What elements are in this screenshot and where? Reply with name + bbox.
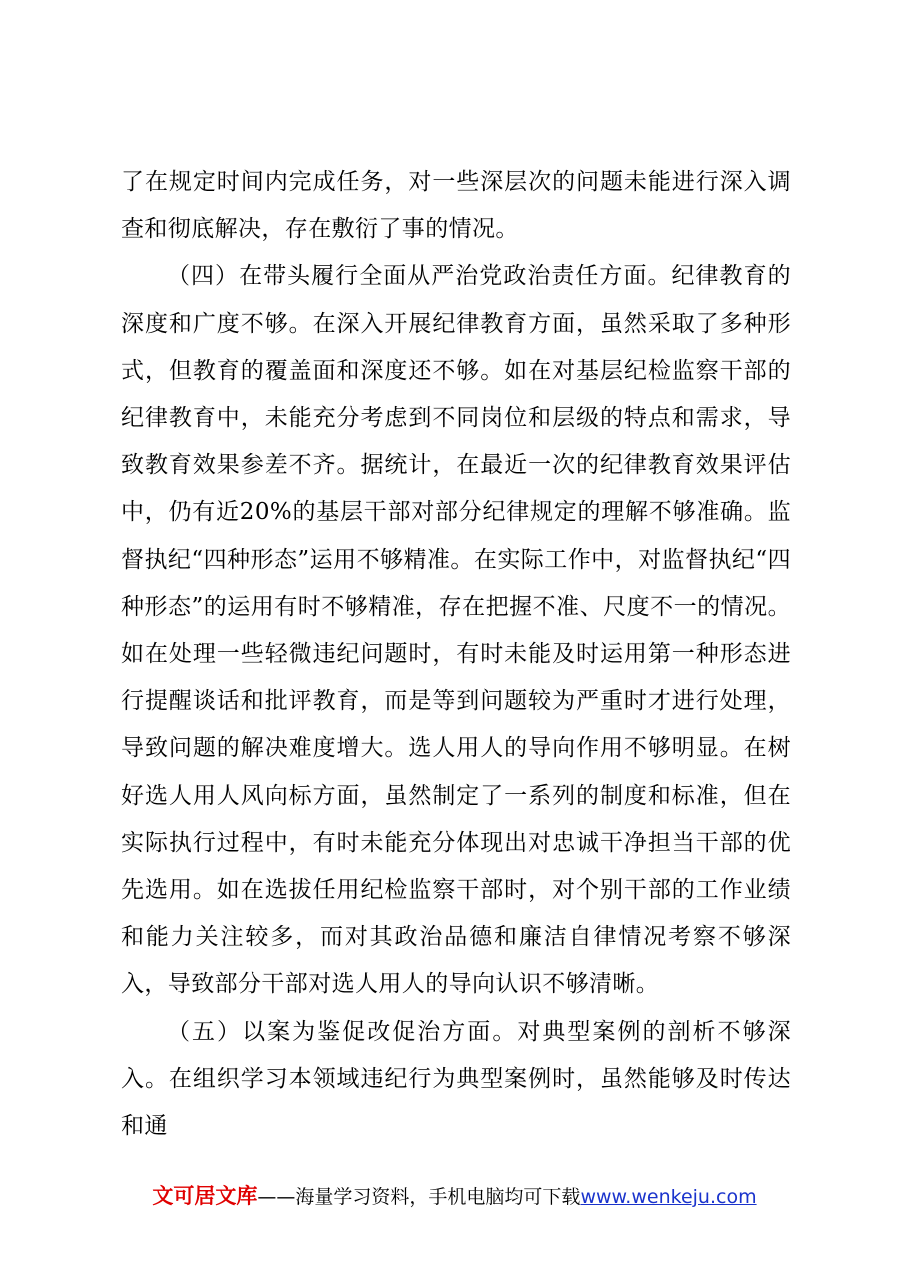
paragraph-section-five: （五）以案为鉴促改促治方面。对典型案例的剖析不够深入。在组织学习本领域违纪行为典型案例时，虽然能够及时传达和通 <box>121 1018 791 1140</box>
paragraph-section-four: （四）在带头履行全面从严治党政治责任方面。纪律教育的深度和广度不够。在深入开展纪律教育方面，虽然采取了多种形式，但教育的覆盖面和深度还不够。如在对基层纪检监察干部的纪律教育中，未能充分考虑到不同岗位和层级的特点和需求，导致教育效果参差不齐。据统计，在最近一次的纪律教育效果评估中，仍有近20%的基层干部对部分纪律规定的理解不够准确。监督执纪“四种形态”运用不够精准。在实际工作中，对监督执纪“四种形态”的运用有时不够精准，存在把握不准、尺度不一的情况。如在处理一些轻微违纪问题时，有时未能及时运用第一种形态进行提醒谈话和批评教育，而是等到问题较为严重时才进行处理，导致问题的解决难度增大。选人用人的导向作用不够明显。在树好选人用人风向标方面，虽然制定了一系列的制度和标准，但在实际执行过程中，有时未能充分体现出对忠诚干净担当干部的优先选用。如在选拔任用纪检监察干部时，对个别干部的工作业绩和能力关注较多，而对其政治品德和廉洁自律情况考察不够深入，导致部分干部对选人用人的导向认识不够清晰。 <box>121 263 791 998</box>
paragraph-continuation: 了在规定时间内完成任务，对一些深层次的问题未能进行深入调查和彻底解决，存在敷衍了事的情况。 <box>121 169 791 243</box>
footer-website-link[interactable]: www.wenkeju.com <box>580 1186 757 1208</box>
footer-banner <box>0 1181 909 1212</box>
footer-tagline: ——海量学习资料，手机电脑均可下载 <box>257 1186 581 1208</box>
footer-brand: 文可居文库 <box>152 1184 258 1208</box>
document-body <box>121 159 791 1150</box>
